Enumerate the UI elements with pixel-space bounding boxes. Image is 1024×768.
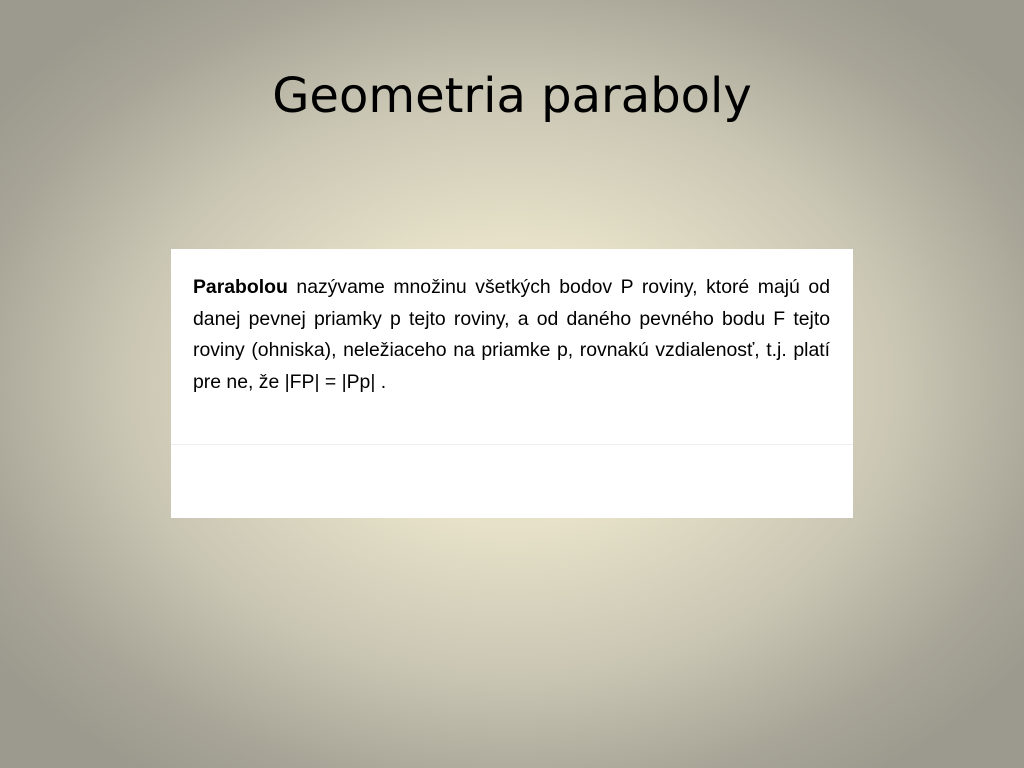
definition-paragraph	[193, 272, 830, 398]
definition-term: Parabolou	[193, 276, 288, 298]
slide-title: Geometria paraboly	[272, 68, 752, 124]
empty-table-cell	[171, 445, 853, 518]
definition-body: nazývame množinu všetkých bodov P roviny, ktoré majú od danej pevnej priamky p tejto roviny, a od daného pevného bodu F tejto roviny (ohniska), neležiaceho na priamke p, rovnakú vzdialenosť, t.j. platí pre ne, že |FP| = |Pp| .	[193, 276, 830, 393]
definition-cell	[171, 249, 853, 445]
definition-box	[171, 249, 853, 518]
